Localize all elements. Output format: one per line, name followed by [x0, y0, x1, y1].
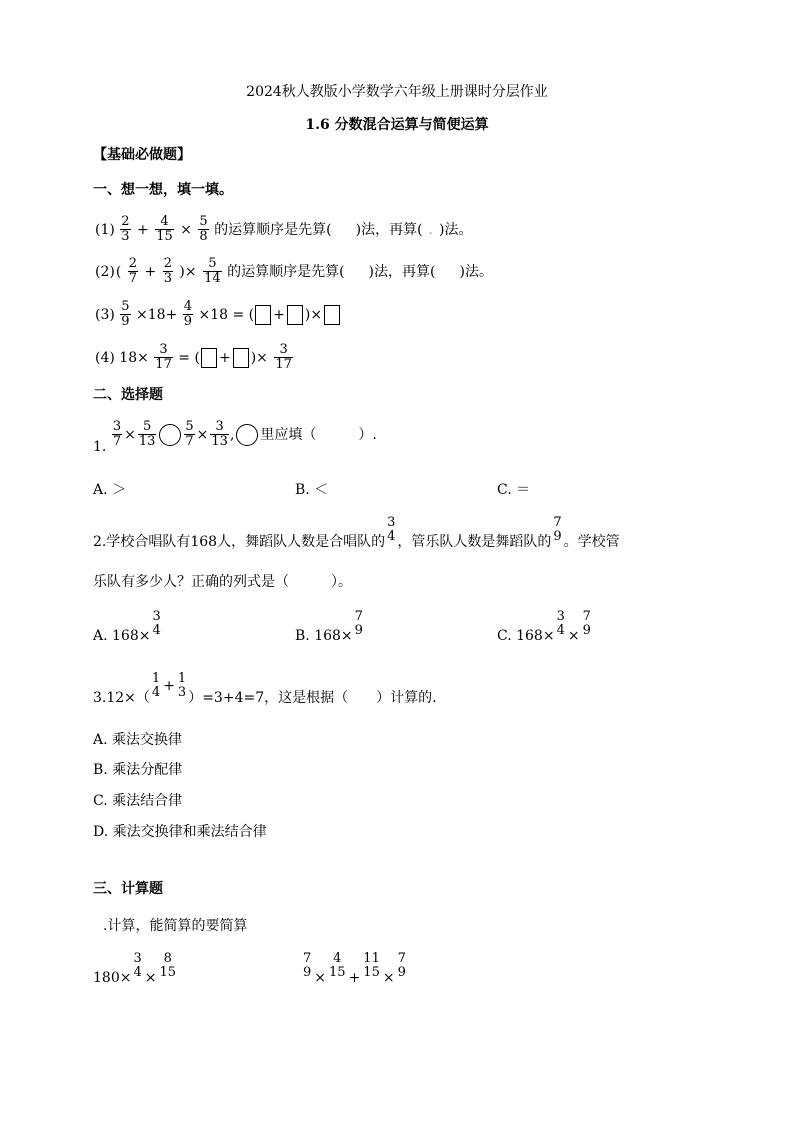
fraction: 8 15: [159, 951, 177, 980]
fraction: 7 9: [303, 951, 312, 980]
fraction: $\frac{3}{7}$: [112, 419, 122, 449]
option-c[interactable]: C. 168× 3 4 × 7 9: [497, 609, 591, 644]
answer-box[interactable]: [255, 305, 271, 325]
option-c[interactable]: C. ＝: [497, 482, 531, 498]
fraction: $\frac{4}{9}$: [183, 299, 193, 329]
question-2-3: 3.12×（ 1 4 + 1 3 ）=3+4=7，这是根据（ ）计算的.: [93, 671, 437, 706]
fraction: 1 3: [177, 671, 187, 700]
question-2-2-line2: 乐队有多少人？正确的列式是（ ）。: [93, 574, 352, 590]
fraction: 4 15: [329, 951, 346, 980]
option-b[interactable]: B. 乘法分配律: [93, 762, 183, 778]
fraction: $\frac{2}{3}$: [163, 256, 172, 286]
question-2-2: 2.学校合唱队有168人，舞蹈队人数是合唱队的 3 4 ，管乐队人数是舞蹈队的 7 9 。学校管: [93, 515, 620, 550]
question-1-3: (3) $\frac{5}{9}$ ×18+ $\frac{4}{9}$ ×18 = ( + )×: [95, 300, 341, 329]
option-c[interactable]: C. 乘法结合律: [93, 793, 183, 809]
section2-heading: 二、选择题: [93, 387, 163, 403]
question-number: (1): [95, 221, 115, 238]
fraction: $\frac{5}{7}$: [185, 419, 194, 449]
compare-circle[interactable]: [159, 424, 181, 446]
section-tag: 【基础必做题】: [93, 147, 191, 163]
section3-heading: 三、计算题: [93, 881, 163, 897]
document-title: 2024秋人教版小学数学六年级上册课时分层作业: [246, 84, 548, 100]
answer-box[interactable]: [201, 348, 217, 368]
fraction: 3 4: [387, 515, 396, 544]
fraction: 11 15: [363, 951, 380, 980]
option-a[interactable]: A. 乘法交换律: [93, 732, 183, 748]
fraction: $\frac{5}{8}$: [199, 214, 208, 244]
fraction: $\frac{4}{15}$: [156, 214, 173, 244]
fraction: $\frac{5}{9}$: [121, 299, 130, 329]
option-b[interactable]: B. 168× 7 9: [295, 609, 363, 644]
option-b[interactable]: B. ＜: [295, 482, 329, 498]
fraction: $\frac{5}{13}$: [138, 419, 156, 449]
question-1-2: (2)( $\frac{2}{7}$ + $\frac{2}{3}$ )× $\frac{5}{14}$ 的运算顺序是先算( )法，再算( )法。: [95, 256, 493, 286]
question-2-1: 1. $\frac{3}{7}$ × $\frac{5}{13}$ $\frac{5}{7}$ × $\frac{3}{13}$ , 里应填（ ）.: [93, 419, 377, 455]
fraction: 7 9: [397, 951, 406, 980]
answer-box[interactable]: [324, 305, 340, 325]
fraction: 1 4: [151, 671, 161, 700]
calc-expression-1: 180× 3 4 × 8 15: [93, 951, 177, 986]
option-a[interactable]: A. 168× 3 4: [93, 609, 161, 644]
question-1-4: (4) 18× $\frac{3}{17}$ = ( + )× $\frac{3}{17}$: [95, 342, 292, 372]
calc-expression-2: 7 9 × 4 15 + 11 15 × 7 9: [303, 951, 406, 986]
question-1-1: (1) $\frac{2}{3}$ + $\frac{4}{15}$ × $\frac{5}{8}$ 的运算顺序是先算( )法，再算( . )法。: [95, 214, 473, 244]
fraction: $\frac{3}{17}$: [155, 342, 172, 372]
compare-circle[interactable]: [236, 424, 258, 446]
fraction: 7 9: [553, 515, 562, 544]
fraction: $\frac{3}{13}$: [211, 419, 228, 449]
fraction: 3 4: [133, 951, 142, 980]
section1-heading: 一、想一想，填一填。: [93, 182, 233, 198]
lesson-subtitle: 1.6 分数混合运算与简便运算: [305, 117, 489, 133]
fraction: $\frac{2}{3}$: [121, 214, 130, 244]
answer-box[interactable]: [233, 348, 249, 368]
fraction: $\frac{5}{14}$: [204, 256, 221, 286]
option-a[interactable]: A. ＞: [93, 482, 127, 498]
option-d[interactable]: D. 乘法交换律和乘法结合律: [93, 824, 267, 840]
fraction: $\frac{3}{17}$: [275, 342, 292, 372]
section3-instruction: .计算，能简算的要简算: [103, 918, 248, 934]
fraction: $\frac{2}{7}$: [128, 256, 138, 286]
answer-box[interactable]: [287, 305, 303, 325]
